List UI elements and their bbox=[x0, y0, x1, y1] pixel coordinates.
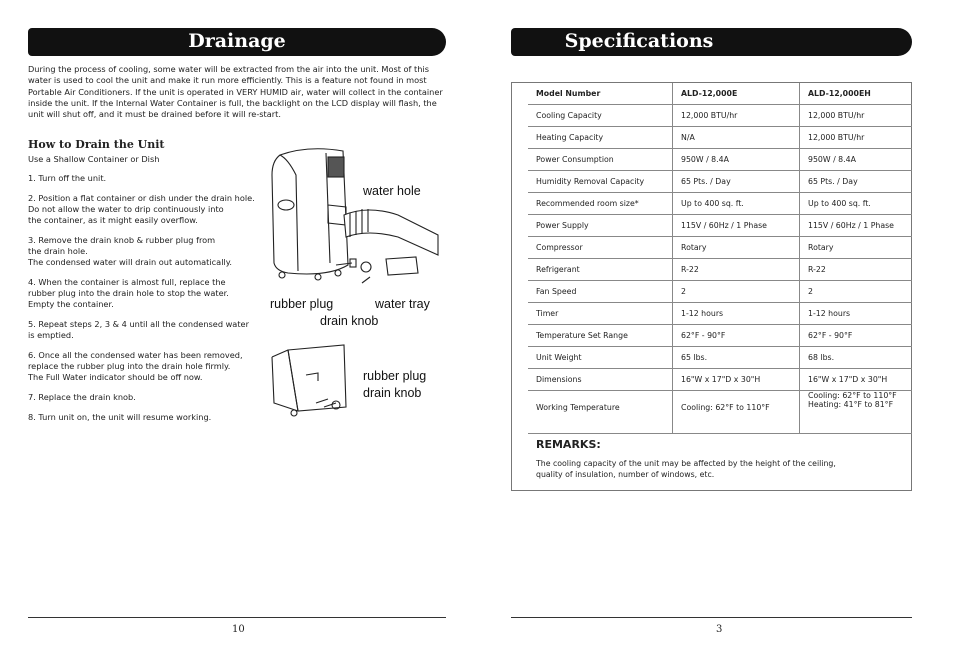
table-cell: Working Temperature bbox=[528, 391, 673, 434]
table-cell: 65 lbs. bbox=[673, 347, 800, 369]
table-cell: N/A bbox=[673, 127, 800, 149]
table-cell: 1-12 hours bbox=[800, 303, 913, 325]
table-cell: Unit Weight bbox=[528, 347, 673, 369]
label-drain-knob-2: drain knob bbox=[363, 386, 422, 400]
intro-paragraph: During the process of cooling, some water will be extracted from the air into the unit. Most of this water is used to cool the unit and make it run more efficiently. This is a feature not found in most Portable Air Conditioners. If the unit is operated in VERY HUMID air, water will collect in the container inside the unit. If the Internal Water Container is full, the backlight on the LCD display will flash, the unit will shut off, and it must be drained before it will re-start. bbox=[28, 64, 443, 120]
table-cell: ALD-12,000E bbox=[673, 83, 800, 105]
table-row bbox=[528, 171, 912, 193]
table-row bbox=[528, 281, 912, 303]
table-cell: Compressor bbox=[528, 237, 673, 259]
specifications-table bbox=[528, 83, 912, 434]
drainage-banner bbox=[28, 28, 446, 56]
section-subheading: Use a Shallow Container or Dish bbox=[28, 154, 160, 164]
table-cell: 2 bbox=[673, 281, 800, 303]
table-cell: Humidity Removal Capacity bbox=[528, 171, 673, 193]
table-cell: 68 lbs. bbox=[800, 347, 913, 369]
table-cell: ALD-12,000EH bbox=[800, 83, 913, 105]
table-row bbox=[528, 127, 912, 149]
table-row bbox=[528, 369, 912, 391]
table-cell: Recommended room size* bbox=[528, 193, 673, 215]
specifications-banner bbox=[511, 28, 912, 56]
step-item: 8. Turn unit on, the unit will resume working. bbox=[28, 411, 212, 422]
table-cell: 62°F - 90°F bbox=[673, 325, 800, 347]
table-cell: 950W / 8.4A bbox=[673, 149, 800, 171]
table-cell: 16"W x 17"D x 30"H bbox=[800, 369, 913, 391]
table-cell: Power Consumption bbox=[528, 149, 673, 171]
step-item: 3. Remove the drain knob & rubber plug from the drain hole. The condensed water will drain out automatically. bbox=[28, 234, 233, 268]
table-cell: 1-12 hours bbox=[673, 303, 800, 325]
table-row bbox=[528, 391, 912, 434]
table-row bbox=[528, 325, 912, 347]
label-drain-knob: drain knob bbox=[320, 314, 379, 328]
table-row bbox=[528, 303, 912, 325]
table-header-row bbox=[528, 83, 912, 105]
page-title: Specifications bbox=[564, 30, 714, 52]
table-cell: Cooling: 62°F to 110°F Heating: 41°F to 81°F bbox=[800, 391, 913, 434]
table-cell: Temperature Set Range bbox=[528, 325, 673, 347]
steps-list bbox=[28, 173, 268, 431]
step-item: 6. Once all the condensed water has been removed, replace the rubber plug into the drain hole firmly. The Full Water indicator should be off now. bbox=[28, 349, 243, 383]
table-cell: R-22 bbox=[800, 259, 913, 281]
table-cell: 65 Pts. / Day bbox=[800, 171, 913, 193]
table-cell: Power Supply bbox=[528, 215, 673, 237]
table-cell: Dimensions bbox=[528, 369, 673, 391]
table-row bbox=[528, 215, 912, 237]
page-title: Drainage bbox=[188, 30, 286, 52]
step-item: 2. Position a flat container or dish under the drain hole. Do not allow the water to drip continuously into the container, as it might easily overflow. bbox=[28, 192, 255, 226]
table-cell: Cooling Capacity bbox=[528, 105, 673, 127]
table-cell: 115V / 60Hz / 1 Phase bbox=[673, 215, 800, 237]
table-cell: Rotary bbox=[800, 237, 913, 259]
label-water-tray: water tray bbox=[375, 297, 430, 311]
table-row bbox=[528, 193, 912, 215]
table-row bbox=[528, 149, 912, 171]
table-cell: 115V / 60Hz / 1 Phase bbox=[800, 215, 913, 237]
footer-rule-right bbox=[511, 617, 912, 618]
section-heading: How to Drain the Unit bbox=[28, 138, 165, 151]
table-row bbox=[528, 237, 912, 259]
remarks-heading: REMARKS: bbox=[536, 438, 601, 451]
table-cell: 12,000 BTU/hr bbox=[673, 105, 800, 127]
table-cell: 950W / 8.4A bbox=[800, 149, 913, 171]
table-cell: Heating Capacity bbox=[528, 127, 673, 149]
step-item: 5. Repeat steps 2, 3 & 4 until all the condensed water is emptied. bbox=[28, 319, 249, 341]
table-row bbox=[528, 347, 912, 369]
table-row bbox=[528, 259, 912, 281]
table-cell: Up to 400 sq. ft. bbox=[673, 193, 800, 215]
table-cell: 16"W x 17"D x 30"H bbox=[673, 369, 800, 391]
table-cell: Fan Speed bbox=[528, 281, 673, 303]
label-water-hole: water hole bbox=[363, 184, 421, 198]
label-rubber-plug: rubber plug bbox=[270, 297, 334, 311]
table-cell: 2 bbox=[800, 281, 913, 303]
step-item: 1. Turn off the unit. bbox=[28, 173, 107, 183]
table-cell: Cooling: 62°F to 110°F bbox=[673, 391, 800, 434]
table-cell: Up to 400 sq. ft. bbox=[800, 193, 913, 215]
page-number-left: 10 bbox=[232, 624, 245, 635]
table-cell: 62°F - 90°F bbox=[800, 325, 913, 347]
table-cell: Timer bbox=[528, 303, 673, 325]
label-rubber-plug-2: rubber plug bbox=[363, 369, 427, 383]
table-row bbox=[528, 105, 912, 127]
step-item: 4. When the container is almost full, replace the rubber plug into the drain hole to stop the water. Empty the container. bbox=[28, 276, 229, 310]
footer-rule-left bbox=[28, 617, 446, 618]
step-item: 7. Replace the drain knob. bbox=[28, 392, 136, 403]
table-cell: Refrigerant bbox=[528, 259, 673, 281]
page-number-right: 3 bbox=[716, 624, 723, 635]
table-cell: Model Number bbox=[528, 83, 673, 105]
table-cell: Rotary bbox=[673, 237, 800, 259]
table-cell: 12,000 BTU/hr bbox=[800, 127, 913, 149]
table-cell: R-22 bbox=[673, 259, 800, 281]
table-cell: 12,000 BTU/hr bbox=[800, 105, 913, 127]
table-cell: 65 Pts. / Day bbox=[673, 171, 800, 193]
remarks-text: The cooling capacity of the unit may be affected by the height of the ceiling, quality of insulation, number of windows, etc. bbox=[536, 459, 836, 479]
